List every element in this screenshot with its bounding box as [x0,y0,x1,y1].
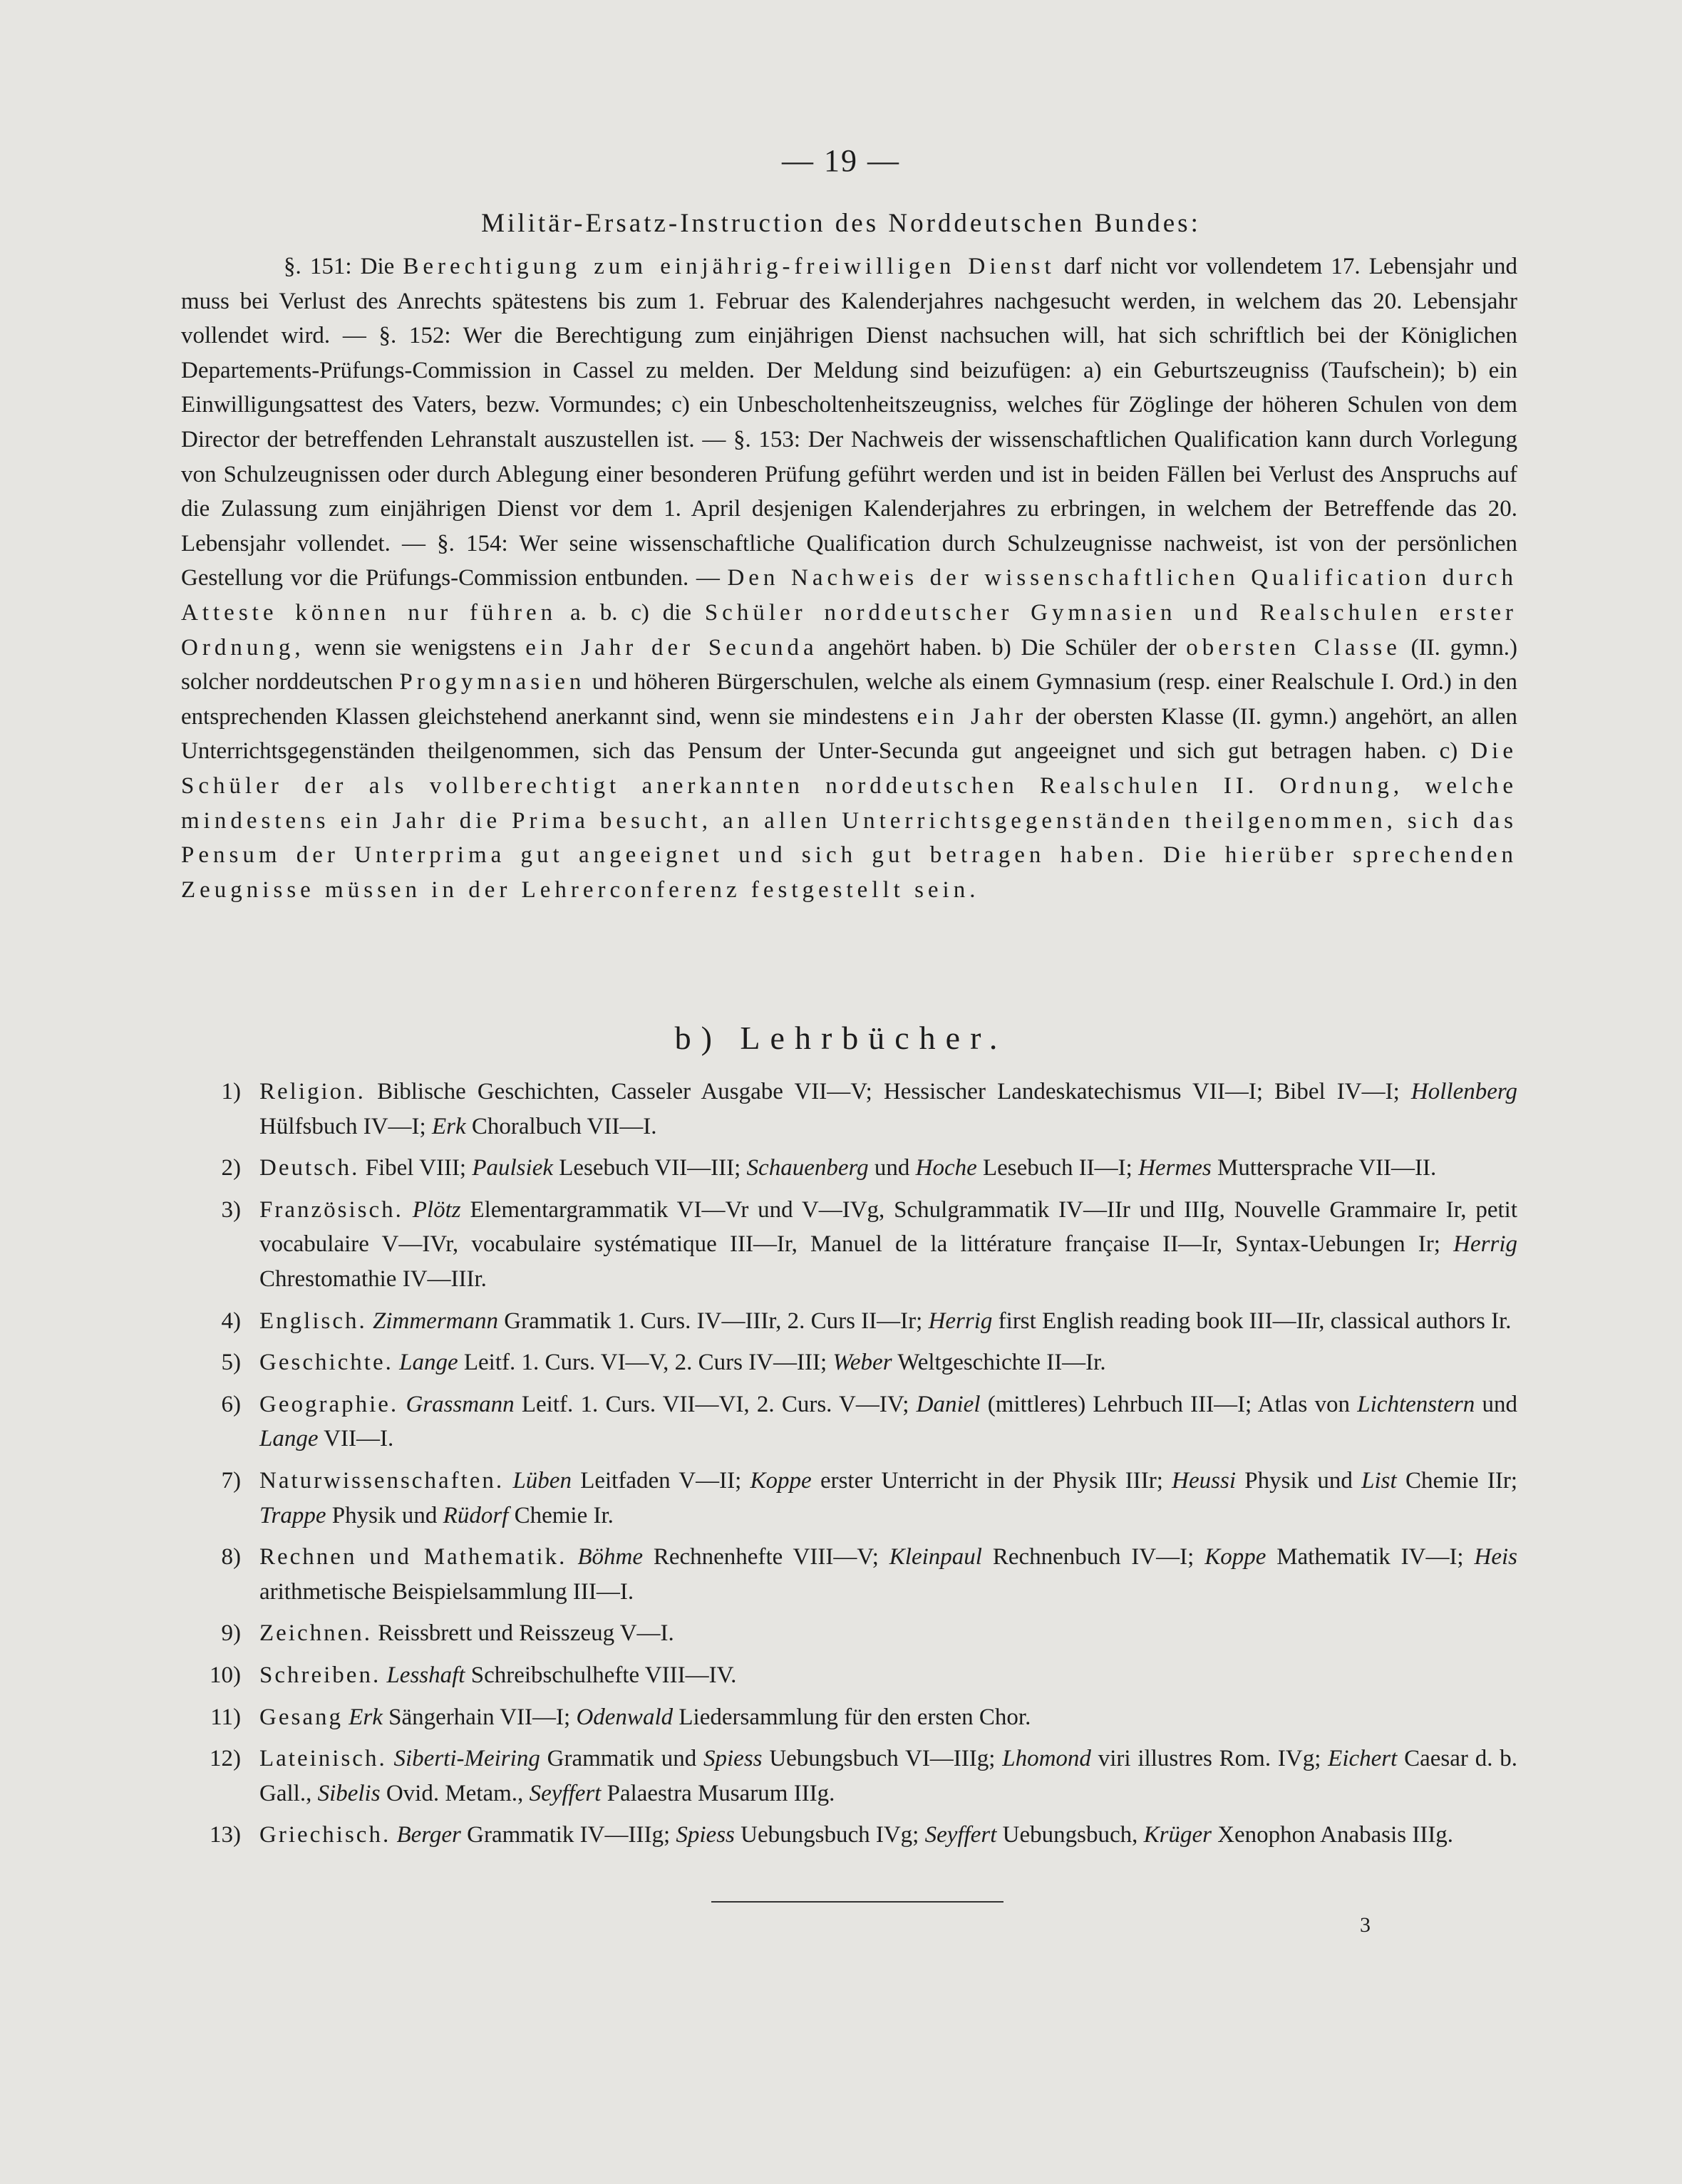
signature-mark: 3 [1360,1913,1371,1937]
entry-text [343,1704,349,1730]
entry-number: 8) [221,1544,241,1570]
author-name: Herrig [928,1308,993,1334]
textbook-entry [181,1304,1517,1339]
text-run: darf nicht vor vollendetem 17. Lebensjahr und muss bei Verlust des Anrechts spätestens bis zum 1. Februar des Kalenderjahres nachgesucht werden, in welchem das 20. Lebensjahr vollendet wird. — §. 152: Wer die Berechtigung zum einjährigen Dienst nachsuchen will, hat sich schriftlich bei der Königlichen Departements-Prüfungs-Commission in Cassel zu melden. Der Meldung sind beizufügen: a) ein Geburtszeugniss (Taufschein); b) ein Einwilligungsattest des Vaters, bezw. Vormundes; c) ein Unbescholtenheitszeugniss, welches für Zöglinge der höheren Schulen von dem Director der betreffenden Lehranstalt auszustellen ist. — §. 153: Der Nachweis der wissenschaftlichen Qualification kann durch Vorlegung von Schulzeugnissen oder durch Ablegung einer besonderen Prüfung geführt werden und ist in beiden Fällen bei Verlust des Anspruchs auf die Zulassung zum einjährigen Dienst vor dem 1. April desjenigen Kalenderjahres zu erbringen, in welchem der Betreffende das 20. Lebensjahr vollendet. — §. 154: Wer seine wissenschaftliche Qualification durch Schulzeugnisse nachweist, ist von der persönlichen Gestellung vor die Prüfungs-Commission entbunden. — [181,254,1517,591]
entry-text: Uebungsbuch VI—IIIg; [762,1746,1003,1772]
entry-text: first English reading book III—IIr, classical authors Ir. [992,1308,1512,1334]
entry-subject: Rechnen und Mathematik. [259,1544,567,1570]
entry-text: Chemie IIr; [1396,1467,1517,1494]
entry-text: Weltgeschichte II—Ir. [892,1350,1106,1376]
spaced-text-run: obersten Classe [1186,634,1401,661]
author-name: Lange [259,1426,319,1452]
entry-number: 13) [210,1822,241,1848]
text-run: wenn sie wenigstens [304,634,526,661]
entry-text: Muttersprache VII—II. [1211,1155,1437,1181]
author-name: Lichtenstern [1357,1391,1475,1417]
entry-text: Chemie Ir. [508,1502,614,1528]
author-name: Paulsiek [472,1155,553,1181]
entry-subject: Französisch. [259,1196,403,1223]
textbook-entry [181,1540,1517,1609]
entry-text [387,1746,394,1771]
entry-number: 7) [221,1467,241,1494]
text-run: angehört haben. b) Die Schüler der [817,634,1187,661]
entry-text: Fibel VIII; [359,1155,473,1181]
author-name: Erk [431,1113,466,1139]
entry-text: Rechnenbuch IV—I; [981,1544,1205,1570]
author-name: Erk [349,1704,383,1730]
entry-text [393,1350,399,1375]
entry-text: Palaestra Musarum IIIg. [601,1780,835,1806]
author-name: Rüdorf [443,1502,509,1528]
entry-text: Lesebuch VII—III; [553,1155,747,1181]
entry-text: Leitfaden V—II; [571,1467,750,1494]
author-name: Odenwald [576,1704,674,1730]
entry-text: Uebungsbuch IVg; [734,1822,925,1848]
author-name: Eichert [1328,1746,1398,1772]
spaced-text-run: ein Jahr der Secunda [525,634,818,661]
section-heading: b) Lehrbücher. [674,1020,1008,1056]
entry-subject: Geschichte. [259,1350,393,1376]
entry-text: Rechnenhefte VIII—V; [642,1544,889,1570]
entry-text: Xenophon Anabasis IIIg. [1211,1822,1454,1848]
author-name: Daniel [916,1391,981,1417]
entry-text: Uebungsbuch, [996,1822,1144,1848]
entry-subject: Englisch. [259,1308,367,1334]
text-run: §. 151: Die [284,254,403,279]
entry-text: Reissbrett und Reisszeug V—I. [372,1620,674,1647]
entry-number: 4) [221,1308,241,1334]
entry-subject: Gesang [259,1704,343,1730]
entry-text: Schreibschulhefte VIII—IV. [465,1662,737,1688]
author-name: Heussi [1172,1467,1237,1494]
author-name: Lhomond [1002,1746,1091,1772]
textbook-entry [181,1075,1517,1144]
textbook-entry [181,1616,1517,1651]
entry-text [398,1392,406,1417]
textbook-entry [181,1151,1517,1186]
entry-text: Grammatik IV—IIIg; [460,1822,676,1848]
entry-text [367,1308,373,1334]
entry-text: arithmetische Beispielsammlung III—I. [259,1578,634,1605]
author-name: Böhme [577,1544,643,1570]
entry-subject: Geographie. [259,1391,399,1417]
author-name: Lüben [512,1467,572,1494]
entry-text: Chrestomathie IV—IIIr. [259,1266,487,1292]
spaced-text-run: ein Jahr [917,703,1028,730]
page-title: Militär-Ersatz-Instruction des Norddeutschen Bundes: [481,209,1201,238]
entry-text: Grammatik 1. Curs. IV—IIIr, 2. Curs II—Ir; [498,1308,929,1334]
author-name: Sibelis [317,1780,381,1806]
entry-text: und [1475,1391,1518,1417]
entry-text: Lesebuch II—I; [976,1155,1139,1181]
entry-number: 11) [210,1704,241,1730]
page-number: — 19 — [782,143,900,178]
entry-text: Leitf. 1. Curs. VII—VI, 2. Curs. V—IV; [514,1391,917,1417]
textbook-entry [181,1387,1517,1456]
entry-number: 10) [210,1662,241,1688]
text-run: der obersten Klasse (II. gymn.) angehört, an allen Unterrichtsgegenständen theilgenommen, sich das Pensum der Unter-Secunda gut angeeignet und sich gut betragen haben. c) [181,703,1518,765]
textbook-entry [181,1741,1517,1811]
entry-subject: Religion. [259,1079,366,1104]
text-run: a. b. c) die [557,599,705,626]
entry-text: (mittleres) Lehrbuch III—I; Atlas von [980,1391,1358,1417]
spaced-text-run: Progymnasien [399,669,586,695]
entry-text [403,1197,413,1223]
author-name: Hoche [915,1155,977,1181]
entry-text: Biblische Geschichten, Casseler Ausgabe VII—V; Hessischer Landeskatechismus VII—I; Bibel IV—I; [365,1079,1411,1104]
author-name: Spiess [703,1746,763,1772]
spaced-text-run: Die Schüler der als vollberechtigt anerkannten norddeutschen Realschulen II. Ordnung, welche mindestens ein Jahr die Prima besucht, an allen Unterrichtsgegenständen theilgenommen, sich das Pensum der Unterprima gut angeeignet und sich gut betragen haben. Die hierüber sprechenden Zeugnisse müssen in der Lehrerconferenz festgestellt sein. [181,738,1517,903]
author-name: Siberti-Meiring [393,1746,540,1772]
author-name: Zimmermann [372,1308,498,1334]
entry-text: und [868,1155,916,1181]
entry-text: Caesar d. b. Gall., [259,1746,1517,1806]
author-name: Weber [832,1350,892,1376]
entry-text: Ovid. Metam., [380,1780,530,1806]
entry-text: erster Unterricht in der Physik IIIr; [811,1467,1172,1494]
entry-text: Leitf. 1. Curs. VI—V, 2. Curs IV—III; [458,1350,833,1376]
entry-text [504,1468,512,1494]
textbook-entry [181,1464,1517,1533]
author-name: Krüger [1143,1822,1212,1848]
textbook-entry [181,1818,1517,1853]
text-run: und höheren Bürgerschulen, welche als einem Gymnasium (resp. einer Realschule I. Ord.) in den entsprechenden Klassen gleichstehend anerkannt sind, wenn sie mindestens [181,669,1517,730]
spaced-text-run: Schüler norddeutscher Gymnasien und Realschulen erster Ordnung, [181,599,1517,661]
entry-subject: Griechisch. [259,1822,391,1848]
entry-number: 12) [210,1746,241,1772]
author-name: Kleinpaul [889,1544,982,1570]
entry-text: Elementargrammatik VI—Vr und V—IVg, Schulgrammatik IV—IIr und IIIg, Nouvelle Grammaire Ir, petit vocabulaire V—IVr, vocabulaire systématique III—Ir, Manuel de la littérature française II—Ir, Syntax-Uebungen Ir; [259,1196,1518,1258]
entry-text: Choralbuch VII—I. [465,1113,657,1139]
author-name: Hollenberg [1410,1079,1517,1104]
author-name: Trappe [259,1502,326,1528]
entry-text: Physik und [1236,1467,1362,1494]
entry-text: Physik und [326,1502,443,1528]
entry-text: Hülfsbuch IV—I; [259,1113,432,1139]
author-name: Koppe [750,1467,812,1494]
author-name: Berger [396,1822,461,1848]
author-name: Plötz [412,1196,461,1223]
entry-subject: Schreiben. [259,1662,381,1688]
author-name: Spiess [676,1822,735,1848]
author-name: Grassmann [406,1391,515,1417]
entry-number: 3) [221,1196,241,1223]
entry-text [567,1544,577,1570]
entry-text: Liedersammlung für den ersten Chor. [673,1704,1031,1730]
author-name: Seyffert [924,1822,997,1848]
entry-number: 1) [221,1079,241,1104]
text-run: (II. gymn.) solcher norddeutschen [181,634,1517,695]
entry-text: VII—I. [318,1426,394,1452]
entry-text: Sängerhain VII—I; [382,1704,577,1730]
entry-number: 5) [221,1350,241,1376]
entry-text: Mathematik IV—I; [1266,1544,1475,1570]
author-name: Hermes [1138,1155,1212,1181]
entry-text: viri illustres Rom. IVg; [1090,1746,1328,1772]
textbook-entry [181,1193,1517,1297]
closing-rule [711,1901,1003,1903]
entry-number: 9) [221,1620,241,1647]
entry-number: 2) [221,1155,241,1181]
spaced-text-run: Berechtigung zum einjährig-freiwilligen Dienst [403,254,1056,279]
textbook-entry [181,1345,1517,1380]
author-name: Heis [1474,1544,1517,1570]
entry-number: 6) [221,1391,241,1417]
entry-subject: Lateinisch. [259,1746,387,1772]
author-name: Schauenberg [746,1155,869,1181]
author-name: List [1361,1467,1397,1494]
author-name: Herrig [1453,1231,1517,1258]
author-name: Lange [399,1350,458,1376]
entry-subject: Deutsch. [259,1155,360,1181]
entry-subject: Zeichnen. [259,1620,373,1647]
textbook-list [181,1075,1517,1860]
author-name: Lesshaft [386,1662,465,1688]
entry-subject: Naturwissenschaften. [259,1467,505,1494]
entry-text: Grammatik und [540,1746,704,1772]
author-name: Koppe [1204,1544,1266,1570]
author-name: Seyffert [529,1780,602,1806]
instruction-paragraph [181,249,1517,907]
spaced-text-run: Den Nachweis der wissenschaftlichen Qualification durch Atteste können nur führen [181,565,1517,626]
textbook-entry [181,1658,1517,1693]
textbook-entry [181,1700,1517,1735]
